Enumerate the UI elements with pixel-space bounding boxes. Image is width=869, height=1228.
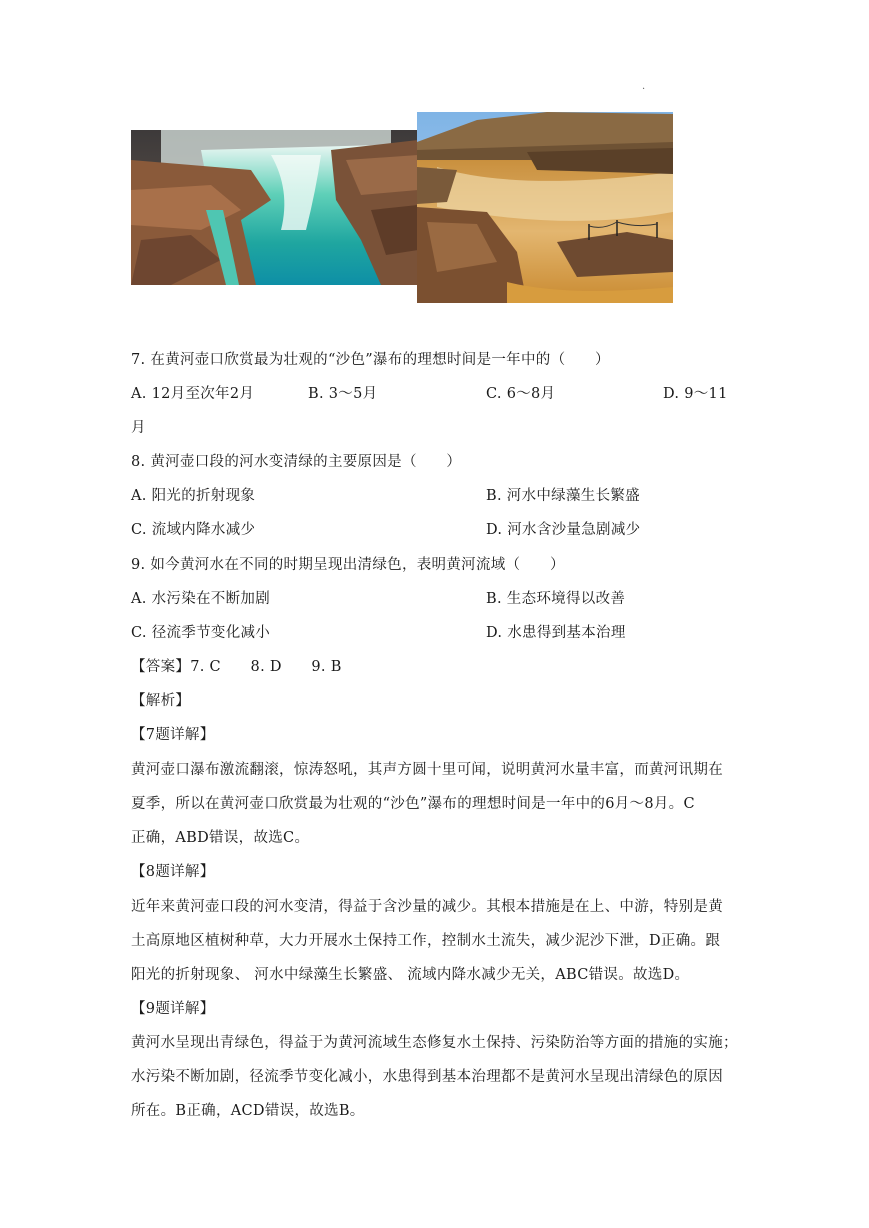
- explanation-9-line: 所在。B正确，ACD错误，故选B。: [131, 1103, 365, 1119]
- corner-mark: ·: [642, 84, 646, 95]
- q8-option-a: A. 阳光的折射现象: [131, 488, 256, 504]
- explanation-9-line: 水污染不断加剧，径流季节变化减小，水患得到基本治理都不是黄河水呈现出清绿色的原因: [131, 1069, 723, 1085]
- explanation-8-title: 【8题详解】: [131, 864, 215, 880]
- q7-option-d: D. 9～11: [663, 386, 728, 402]
- q7-option-a: A. 12月至次年2月: [131, 386, 255, 402]
- explanation-7-title: 【7题详解】: [131, 727, 215, 743]
- q9-option-d: D. 水患得到基本治理: [486, 625, 626, 641]
- explanation-7-line: 黄河壶口瀑布激流翻滚，惊涛怒吼，其声方圆十里可闻，说明黄河水量丰富，而黄河讯期在: [131, 762, 723, 778]
- question-7-stem: 7. 在黄河壶口欣赏最为壮观的“沙色”瀑布的理想时间是一年中的（ ）: [131, 352, 610, 368]
- explanation-8-line: 土高原地区植树种草，大力开展水土保持工作，控制水土流失，减少泥沙下泄，D正确。跟: [131, 933, 721, 949]
- explanation-7-line: 正确，ABD错误，故选C。: [131, 830, 310, 846]
- q8-option-b: B. 河水中绿藻生长繁盛: [486, 488, 640, 504]
- q7-option-d-wrap: 月: [131, 420, 146, 436]
- explanation-9-line: 黄河水呈现出青绿色，得益于为黄河流域生态修复水土保持、污染防治等方面的措施的实施；: [131, 1035, 738, 1051]
- q7-option-c: C. 6～8月: [486, 386, 556, 402]
- clear-waterfall-photo: [131, 130, 418, 285]
- q7-option-b: B. 3～5月: [308, 386, 378, 402]
- q8-option-c: C. 流域内降水减少: [131, 522, 256, 538]
- q9-option-c: C. 径流季节变化减小: [131, 625, 271, 641]
- explanation-7-line: 夏季，所以在黄河壶口欣赏最为壮观的“沙色”瀑布的理想时间是一年中的6月～8月。C: [131, 796, 695, 812]
- q9-option-a: A. 水污染在不断加剧: [131, 591, 270, 607]
- explanation-9-title: 【9题详解】: [131, 1001, 215, 1017]
- sandy-waterfall-photo: [417, 112, 673, 303]
- question-9-stem: 9. 如今黄河水在不同的时期呈现出清绿色，表明黄河流域（ ）: [131, 557, 565, 573]
- explanation-8-line: 阳光的折射现象、 河水中绿藻生长繁盛、 流域内降水减少无关，ABC错误。故选D。: [131, 967, 690, 983]
- q9-option-b: B. 生态环境得以改善: [486, 591, 626, 607]
- answer-line: 【答案】7. C 8. D 9. B: [131, 659, 342, 675]
- analysis-label: 【解析】: [131, 693, 191, 709]
- q8-option-d: D. 河水含沙量急剧减少: [486, 522, 641, 538]
- question-8-stem: 8. 黄河壶口段的河水变清绿的主要原因是（ ）: [131, 454, 462, 470]
- explanation-8-line: 近年来黄河壶口段的河水变清，得益于含沙量的减少。其根本措施是在上、中游，特别是黄: [131, 899, 723, 915]
